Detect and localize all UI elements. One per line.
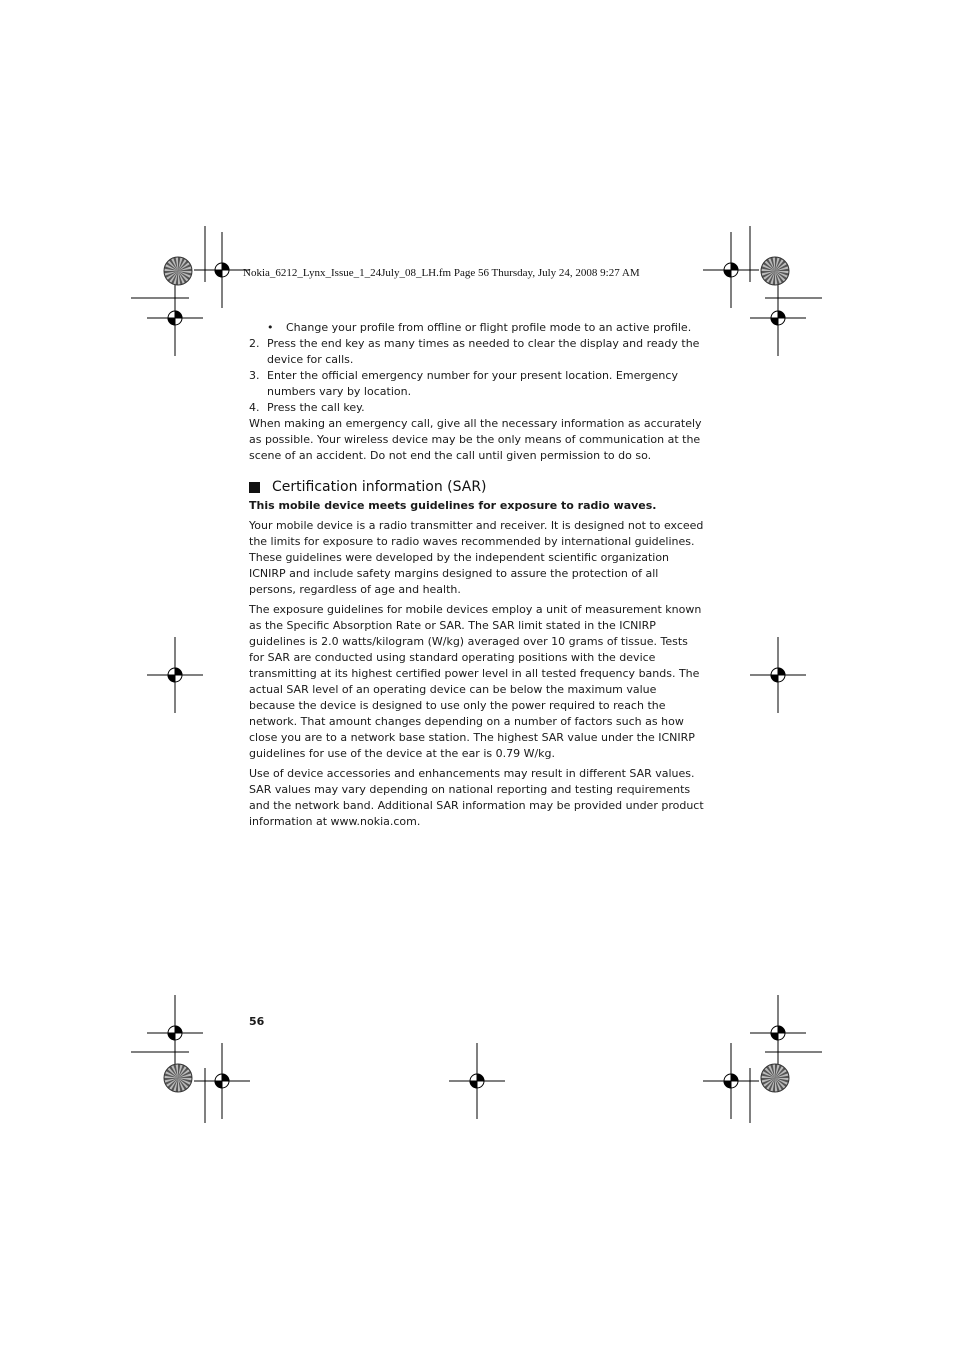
registration-mark-icon [194,1043,250,1119]
step-text: Press the end key as many times as needed to clear the display and ready the device for calls. [267,337,700,366]
list-item [249,400,705,416]
registration-mark-icon [194,232,250,308]
page-header-file-info: Nokia_6212_Lynx_Issue_1_24July_08_LH.fm Page 56 Thursday, July 24, 2008 9:27 AM [243,267,640,279]
step-number: 2. [249,337,260,350]
starburst-mark-icon [761,1064,789,1092]
registration-mark-icon [703,1043,759,1119]
list-item [249,368,705,400]
step-number: 4. [249,401,260,414]
list-item [249,336,705,368]
registration-mark-icon [147,280,203,356]
starburst-mark-icon [164,1064,192,1092]
registration-mark-icon [750,280,806,356]
section-heading [249,477,705,497]
bullet-icon: • [267,321,274,334]
registration-mark-icon [703,232,759,308]
sar-paragraph: Use of device accessories and enhancements may result in different SAR values. SAR values may vary depending on national reporting and testing requirements and the network band. Additional SAR information may be provided under product information at www.nokia.com. [249,767,704,828]
sar-paragraph: Your mobile device is a radio transmitter and receiver. It is designed not to exceed the limits for exposure to radio waves recommended by international guidelines. These guidelines were developed by the independent scientific organization ICNIRP and include safety margins designed to assure the protection of all persons, regardless of age and health. [249,519,704,596]
registration-mark-icon [147,995,203,1071]
starburst-mark-icon [164,257,192,285]
page-number: 56 [249,1015,265,1028]
square-bullet-icon [249,482,260,493]
sar-lead: This mobile device meets guidelines for exposure to radio waves. [249,499,657,512]
step-text: Enter the official emergency number for your present location. Emergency numbers vary by location. [267,369,678,398]
emergency-note: When making an emergency call, give all the necessary information as accurately as possible. Your wireless device may be the only means of communication at the scene of an accident. Do not end the call until given permission to do so. [249,417,702,462]
page-content [249,320,705,834]
step-number: 3. [249,369,260,382]
registration-mark-icon [449,1043,505,1119]
starburst-mark-icon [761,257,789,285]
registration-mark-icon [147,637,203,713]
section-heading-text: Certification information (SAR) [272,479,487,495]
list-item [249,320,705,336]
sar-paragraph: The exposure guidelines for mobile devices employ a unit of measurement known as the Specific Absorption Rate or SAR. The SAR limit stated in the ICNIRP guidelines is 2.0 watts/kilogram (W/kg) averaged over 10 grams of tissue. Tests for SAR are conducted using standard operating positions with the device transmitting at its highest certified power level in all tested frequency bands. The actual SAR level of an operating device can be below the maximum value because the device is designed to use only the power required to reach the network. That amount changes depending on a number of factors such as how close you are to a network base station. The highest SAR value under the ICNIRP guidelines for use of the device at the ear is 0.79 W/kg. [249,603,702,760]
registration-mark-icon [750,637,806,713]
step-text: Press the call key. [267,401,365,414]
bullet-text: Change your profile from offline or flight profile mode to an active profile. [286,321,692,334]
registration-mark-icon [750,995,806,1071]
